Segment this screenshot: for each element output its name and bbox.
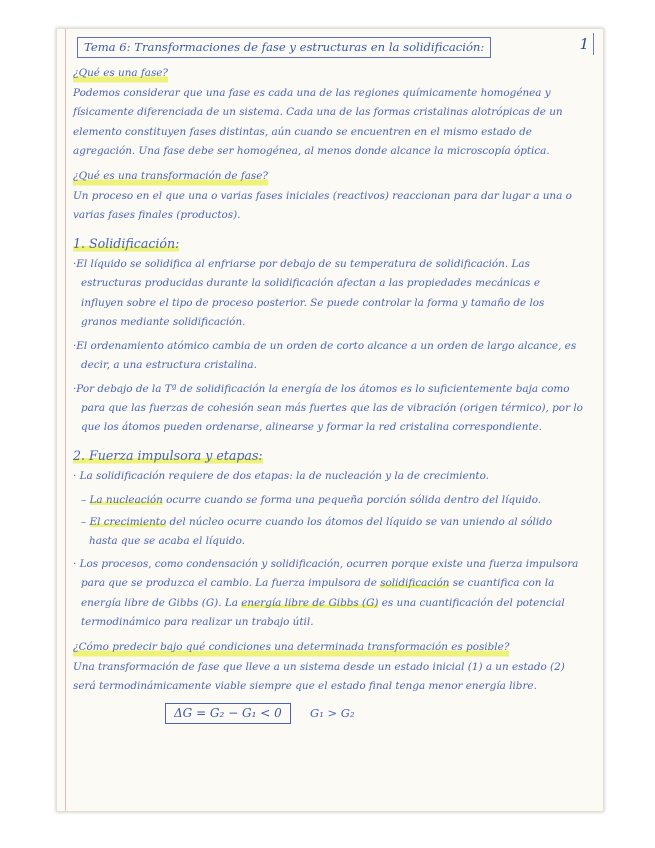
heading-solidification: 1. Solidificación: xyxy=(73,234,179,253)
notebook-page xyxy=(56,28,604,812)
gibbs-formula: ΔG = G₂ − G₁ < 0 xyxy=(165,703,291,724)
bullet-stages: · La solidificación requiere de dos etapas: la de nucleación y la de crecimiento. xyxy=(73,470,489,483)
gibbs-inequality-note: G₁ > G₂ xyxy=(310,705,355,720)
nucleation-text: ocurre cuando se forma una pequeña porción sólida dentro del líquido. xyxy=(162,493,542,506)
bullet-solidification-2: ·El ordenamiento atómico cambia de un orden de corto alcance a un orden de largo alcance, es decir, a una estructura cristalina. xyxy=(73,339,577,372)
paragraph-viability: Una transformación de fase que lleve a un sistema desde un estado inicial (1) a un estado (2) será termodinámicamente viable siempre que el estado final tenga menor energía libre. xyxy=(73,660,565,693)
paragraph-transformation-definition: Un proceso en el que una o varias fases iniciales (reactivos) reaccionan para dar lugar a una o varias fases finales (productos). xyxy=(73,189,572,222)
bullet-solidification-1: ·El líquido se solidifica al enfriarse por debajo de su temperatura de solidificación. Las estructuras producidas durante la solidificación afectan a las propiedades mecánicas e influyen sobre el tipo de proceso posterior. Se puede controlar la forma y tamaño de los granos mediante solidificación. xyxy=(73,258,545,329)
sub-bullet-nucleation: – La nucleación ocurre cuando se forma una pequeña porción sólida dentro del líquido. xyxy=(81,493,542,506)
growth-text: del núcleo ocurre cuando los átomos del líquido se van uniendo al sólido hasta que se acaba el líquido. xyxy=(89,515,553,548)
paragraph-phase-definition: Podemos considerar que una fase es cada una de las regiones químicamente homogénea y físicamente diferenciada de un sistema. Cada una de las formas cristalinas alotrópicas de un elemento constituyen fases distintas, aún cuando se encuentren en el mismo estado de agregación. Una fase debe ser homogénea, al menos donde alcance la microscopía óptica. xyxy=(73,86,563,158)
nucleation-term: La nucleación xyxy=(89,493,163,506)
growth-term: El crecimiento xyxy=(89,515,167,528)
gibbs-text-b: se cuantifica con la energía libre de Gibbs (G). La xyxy=(81,577,555,609)
gibbs-text-c: es una cuantificación del potencial termodinámico para realizar un trabajo útil. xyxy=(81,596,565,628)
bullet-gibbs xyxy=(73,555,583,633)
margin-line xyxy=(65,29,66,811)
sub-bullet-growth: – El crecimiento del núcleo ocurre cuando los átomos del líquido se van uniendo al sólido hasta que se acaba el líquido. xyxy=(81,515,553,548)
page-number-rule xyxy=(593,33,594,55)
notes-content xyxy=(73,37,583,724)
page-title: Tema 6: Transformaciones de fase y estructuras en la solidificación: xyxy=(77,37,491,58)
gibbs-term-energy: energía libre de Gibbs (G) xyxy=(241,596,379,609)
question-predict-conditions: ¿Cómo predecir bajo qué condiciones una determinada transformación es posible? xyxy=(73,638,509,657)
gibbs-term-solidification: solidificación xyxy=(380,577,450,590)
question-phase-transformation: ¿Qué es una transformación de fase? xyxy=(73,167,268,186)
bullet-solidification-3: ·Por debajo de la Tª de solidificación la energía de los átomos es lo suficientemente baja como para que las fuerzas de cohesión sean más fuertes que las de vibración (origen térmico), por lo que los átomos pueden ordenarse, alinearse y formar la red cristalina correspondiente. xyxy=(73,382,583,434)
question-what-is-phase: ¿Qué es una fase? xyxy=(73,64,168,83)
formula-row xyxy=(73,703,583,724)
gibbs-text-a: · Los procesos, como condensación y solidificación, ocurren porque existe una fuerza impulsora para que se produzca el cambio. La fuerza impulsora de xyxy=(73,557,579,590)
page-number: 1 xyxy=(579,35,589,53)
heading-driving-force: 2. Fuerza impulsora y etapas: xyxy=(73,446,263,465)
